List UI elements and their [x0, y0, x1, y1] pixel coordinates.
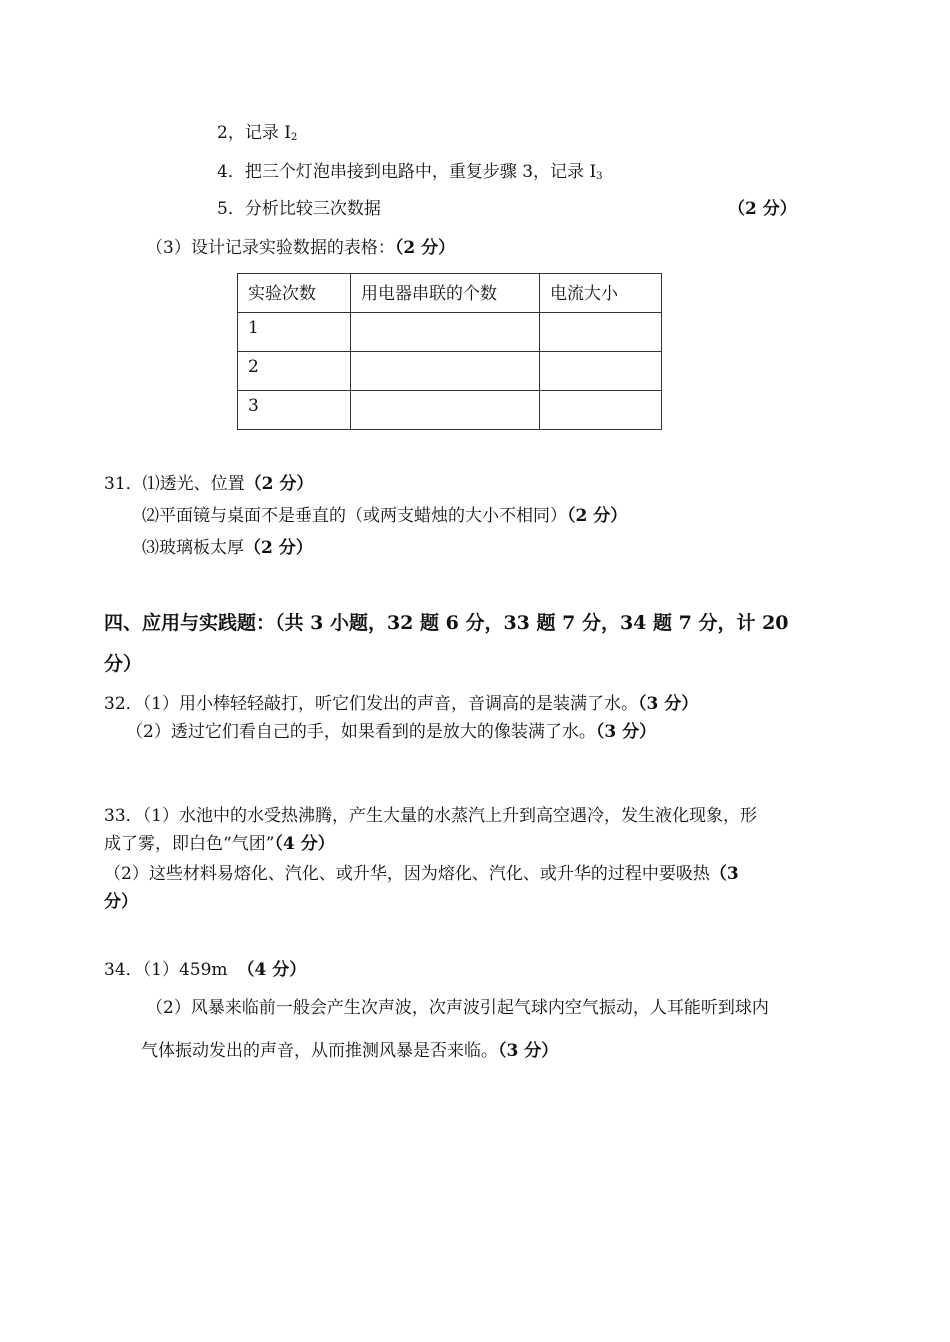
table-header: 电流大小 — [540, 274, 662, 313]
part3-label: （3）设计记录实验数据的表格：（2 分） — [146, 238, 456, 258]
table-row — [238, 313, 662, 352]
table-cell: 3 — [238, 391, 351, 430]
q33-answer-2-line2: 分） — [104, 892, 138, 912]
table-cell: 1 — [238, 313, 351, 352]
table-header: 用电器串联的个数 — [351, 274, 540, 313]
q33-answer-1-line1: 33．（1）水池中的水受热沸腾，产生大量的水蒸汽上升到高空遇冷，发生液化现象，形 — [104, 806, 757, 826]
q34-answer-2-line1: （2）风暴来临前一般会产生次声波，次声波引起气球内空气振动，人耳能听到球内 — [146, 998, 769, 1018]
record-table — [237, 273, 662, 430]
q33-answer-1-line2: 成了雾，即白色“气团”（4 分） — [104, 834, 335, 854]
table-cell — [351, 391, 540, 430]
q31-answer-1: 31．⑴透光、位置（2 分） — [104, 474, 314, 494]
step-4: 4．把三个灯泡串接到电路中，重复步骤 3，记录 $I_3$ — [217, 162, 603, 182]
table-cell: 2 — [238, 352, 351, 391]
q32-answer-1: 32．（1）用小棒轻轻敲打，听它们发出的声音，音调高的是装满了水。（3 分） — [104, 694, 699, 714]
step-2: 2，记录 $I_2$ — [217, 123, 298, 143]
section4-title-line2: 分） — [104, 653, 143, 675]
q32-answer-2: （2）透过它们看自己的手，如果看到的是放大的像装满了水。（3 分） — [126, 722, 657, 742]
table-cell — [540, 313, 662, 352]
section4-title-line1: 四、应用与实践题：（共 3 小题，32 题 6 分，33 题 7 分，34 题 7 分，计 20 — [104, 612, 789, 634]
q31-answer-2: ⑵平面镜与桌面不是垂直的（或两支蜡烛的大小不相同）（2 分） — [142, 506, 628, 526]
step-5: 5．分析比较三次数据 — [217, 199, 381, 219]
table-cell — [351, 352, 540, 391]
q31-answer-3: ⑶玻璃板太厚（2 分） — [142, 538, 313, 558]
table-row — [238, 391, 662, 430]
table-cell — [540, 391, 662, 430]
table-row — [238, 352, 662, 391]
table-header-row — [238, 274, 662, 313]
q34-answer-2-line2: 气体振动发出的声音，从而推测风暴是否来临。（3 分） — [141, 1041, 559, 1061]
table-cell — [540, 352, 662, 391]
q33-answer-2-line1: （2）这些材料易熔化、汽化、或升华，因为熔化、汽化、或升华的过程中要吸热（3 — [104, 864, 739, 884]
table-header: 实验次数 — [238, 274, 351, 313]
step-5-score: （2 分） — [728, 199, 797, 219]
table-cell — [351, 313, 540, 352]
q34-answer-1: 34．（1）459m （4 分） — [104, 960, 307, 980]
